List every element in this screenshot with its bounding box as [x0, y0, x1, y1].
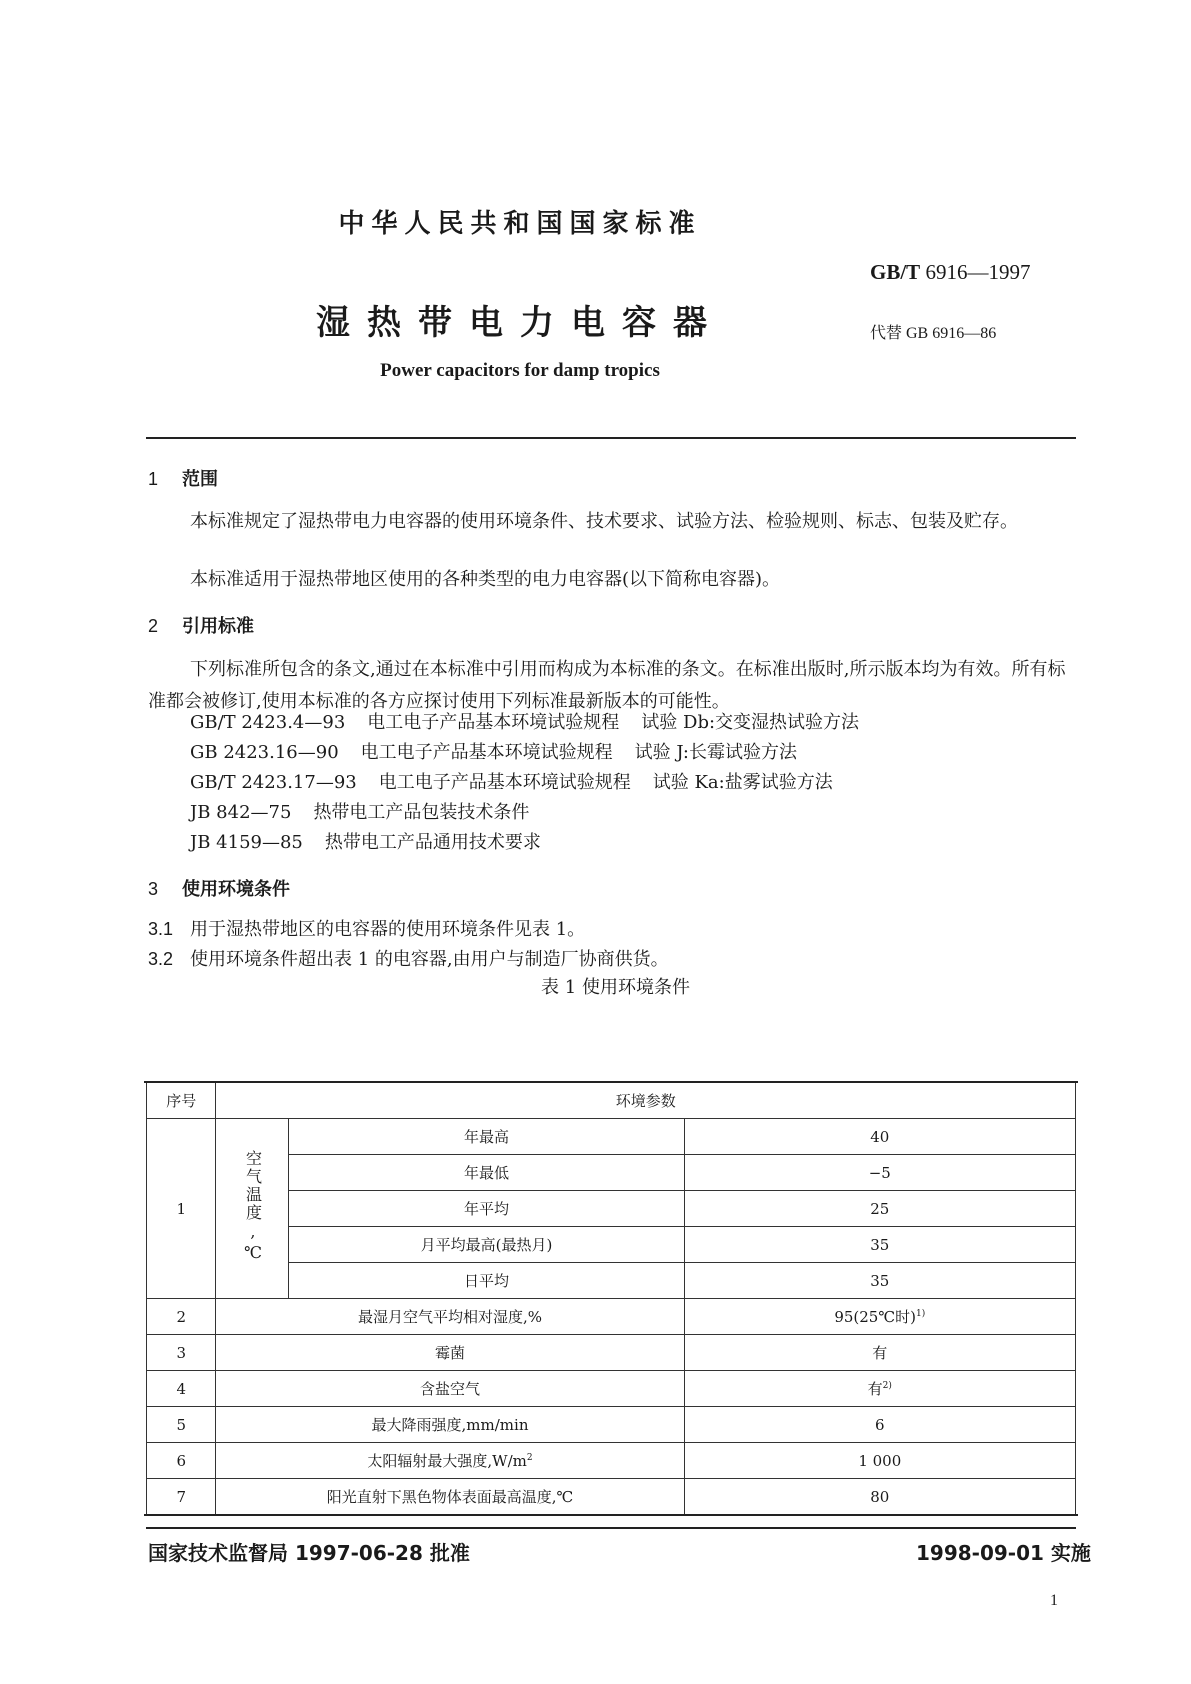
param-cell: 含盐空气	[216, 1371, 684, 1407]
row-serial: 2	[147, 1299, 216, 1335]
table-row	[147, 1299, 1076, 1335]
table-row	[147, 1443, 1076, 1479]
section-2-heading	[148, 612, 254, 638]
clause-text: 使用环境条件超出表 1 的电容器,由用户与制造厂协商供货。	[190, 949, 669, 970]
value-cell	[684, 1299, 1075, 1335]
clause-3-2	[148, 945, 669, 971]
document-title-en: Power capacitors for damp tropics	[380, 360, 660, 381]
reference-name: 热带电工产品通用技术要求	[324, 832, 541, 853]
table-caption: 表 1 使用环境条件	[541, 977, 690, 998]
row-serial: 3	[147, 1335, 216, 1371]
standard-number	[870, 260, 1030, 285]
reference-name: 电工电子产品基本环境试验规程	[367, 712, 620, 733]
value-cell: 1 000	[684, 1443, 1075, 1479]
value-cell: 6	[684, 1407, 1075, 1443]
reference-code: GB/T 2423.4—93	[190, 712, 346, 733]
clause-number: 3.1	[148, 919, 174, 939]
reference-code: JB 4159—85	[190, 832, 303, 853]
reference-code: GB 2423.16—90	[190, 742, 339, 763]
row-serial: 5	[147, 1407, 216, 1443]
header-env-params: 环境参数	[216, 1083, 1076, 1119]
value-cell: 有	[684, 1335, 1075, 1371]
section-2-paragraph-1: 下列标准所包含的条文,通过在本标准中引用而构成为本标准的条文。在标准出版时,所示版本均为有效。所有标准都会被修订,使用本标准的各方应探讨使用下列标准最新版本的可能性。	[148, 659, 1066, 712]
value-cell: −5	[684, 1155, 1075, 1191]
section-1-paragraph-2: 本标准适用于湿热带地区使用的各种类型的电力电容器(以下简称电容器)。	[190, 569, 781, 590]
air-temp-label-cell	[216, 1119, 289, 1299]
param-cell: 年最低	[289, 1155, 684, 1191]
value-cell: 35	[684, 1263, 1075, 1299]
standard-code: GB/T	[870, 260, 921, 284]
param-cell: 年平均	[289, 1191, 684, 1227]
reference-test: 试验 Db:交变湿热试验方法	[641, 712, 860, 733]
page-number: 1	[1050, 1592, 1058, 1609]
section-number: 2	[148, 616, 159, 636]
param-cell	[216, 1443, 684, 1479]
reference-code: GB/T 2423.17—93	[190, 772, 357, 793]
value-cell	[684, 1371, 1075, 1407]
footnote-marker: 1)	[916, 1309, 926, 1319]
approval-statement: 国家技术监督局 1997-06-28 批准	[148, 1541, 470, 1565]
clause-3-1	[148, 915, 585, 941]
param-cell: 年最高	[289, 1119, 684, 1155]
param-cell: 日平均	[289, 1263, 684, 1299]
clause-number: 3.2	[148, 949, 174, 969]
national-standard-heading: 中华人民共和国国家标准	[338, 209, 702, 239]
row-serial: 1	[147, 1119, 216, 1299]
reference-name: 电工电子产品基本环境试验规程	[378, 772, 631, 793]
section-title: 引用标准	[182, 616, 254, 637]
reference-item	[190, 798, 529, 824]
air-temp-label: 空气温度,℃	[243, 1149, 263, 1264]
param-text: 太阳辐射最大强度,W/m	[367, 1452, 527, 1470]
param-cell: 月平均最高(最热月)	[289, 1227, 684, 1263]
value-cell: 80	[684, 1479, 1075, 1515]
section-title: 范围	[182, 469, 218, 490]
table-row	[147, 1479, 1076, 1515]
environment-conditions-table	[146, 1082, 1076, 1515]
row-serial: 7	[147, 1479, 216, 1515]
value-cell: 25	[684, 1191, 1075, 1227]
implementation-date: 1998-09-01 实施	[916, 1541, 1091, 1565]
section-3-heading	[148, 875, 290, 901]
table-row	[147, 1335, 1076, 1371]
section-number: 1	[148, 469, 159, 489]
section-title: 使用环境条件	[182, 879, 290, 900]
table-row	[147, 1119, 1076, 1155]
footer-divider	[146, 1527, 1076, 1529]
value-cell: 35	[684, 1227, 1075, 1263]
reference-name: 电工电子产品基本环境试验规程	[360, 742, 613, 763]
table-row	[147, 1407, 1076, 1443]
value-text: 95(25℃时)	[834, 1308, 916, 1326]
footnote-marker: 2)	[882, 1381, 892, 1391]
reference-name: 热带电工产品包装技术条件	[313, 802, 530, 823]
reference-test: 试验 J:长霉试验方法	[634, 742, 797, 763]
value-cell: 40	[684, 1119, 1075, 1155]
param-cell: 最湿月空气平均相对湿度,%	[216, 1299, 684, 1335]
reference-item	[190, 738, 797, 764]
reference-test: 试验 Ka:盐雾试验方法	[652, 772, 833, 793]
unit-superscript: 2	[526, 1453, 533, 1463]
reference-item	[190, 828, 541, 854]
reference-item	[190, 768, 833, 794]
value-text: 有	[867, 1380, 883, 1398]
table-top-rule	[144, 1081, 1078, 1083]
header-serial-no: 序号	[147, 1083, 216, 1119]
table-row	[147, 1371, 1076, 1407]
row-serial: 6	[147, 1443, 216, 1479]
param-cell: 霉菌	[216, 1335, 684, 1371]
row-serial: 4	[147, 1371, 216, 1407]
section-1-heading	[148, 465, 218, 491]
header-divider	[146, 437, 1076, 439]
document-title-cn: 湿热带电力电容器	[316, 303, 724, 343]
table-bottom-rule	[144, 1514, 1078, 1516]
section-1-paragraph-1: 本标准规定了湿热带电力电容器的使用环境条件、技术要求、试验方法、检验规则、标志、包装及贮存。	[190, 511, 1018, 532]
reference-item	[190, 708, 859, 734]
section-number: 3	[148, 879, 159, 899]
clause-text: 用于湿热带地区的电容器的使用环境条件见表 1。	[190, 919, 586, 940]
standard-year: 6916—1997	[925, 260, 1031, 284]
param-cell: 阳光直射下黑色物体表面最高温度,℃	[216, 1479, 684, 1515]
param-cell: 最大降雨强度,mm/min	[216, 1407, 684, 1443]
table-header-row	[147, 1083, 1076, 1119]
replaces-standard: 代替 GB 6916—86	[870, 325, 997, 342]
reference-code: JB 842—75	[190, 802, 292, 823]
